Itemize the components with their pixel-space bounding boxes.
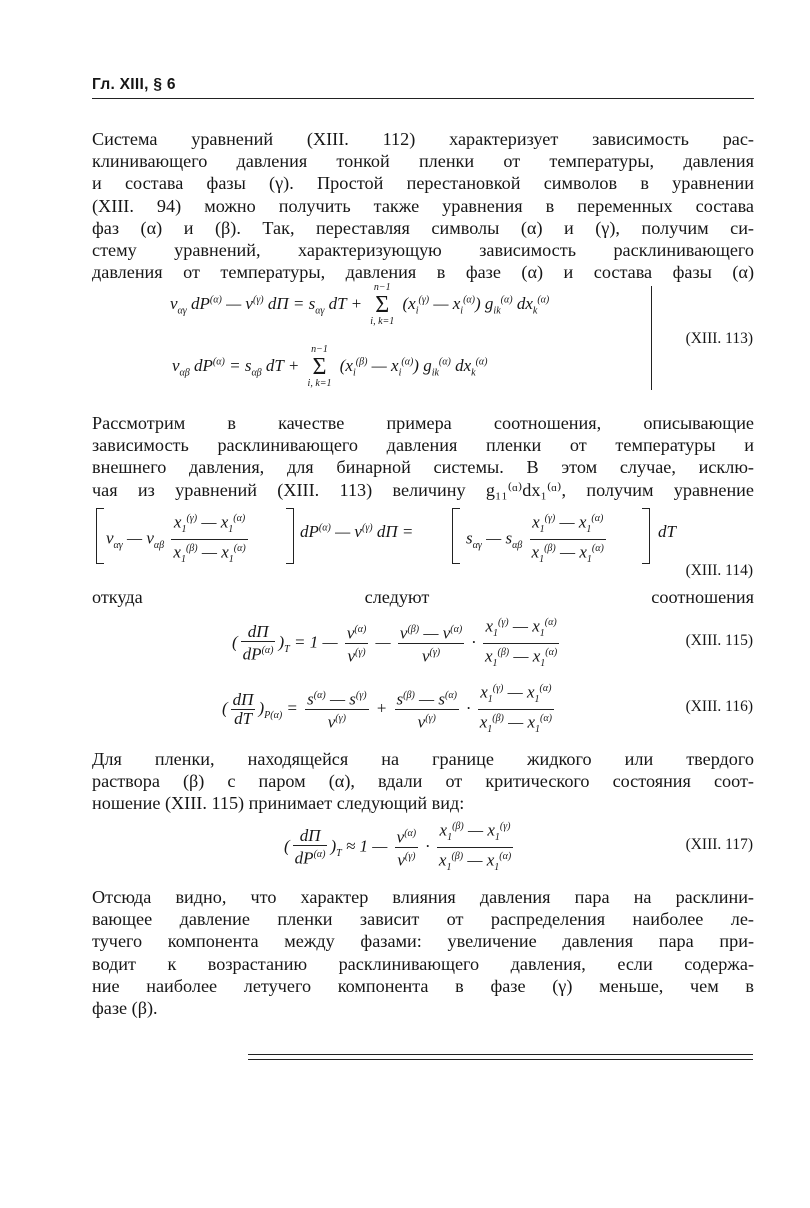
text-line: и состава фазы (γ). Простой перестановкой символов в уравнении xyxy=(92,173,754,194)
text-line: раствора (β) с паром (α), вдали от критического состояния соот- xyxy=(92,771,754,792)
text-line: фаз (α) и (β). Так, переставляя символы (α) и (γ), получим си- xyxy=(92,217,754,238)
equation-number-117: (XIII. 117) xyxy=(685,836,753,853)
left-bracket xyxy=(96,508,104,564)
equation-number-114: (XIII. 114) xyxy=(685,562,753,579)
equation-114: $v_{\alpha\gamma}$ — $v_{\alpha\beta}$ $\frac{x_1^{(\gamma)} — x_1^{(\alpha)}}{x_1^{(\beta)} — x_1^{(\alpha)}}$ xyxy=(106,510,251,569)
text-line: стему уравнений, характеризующую зависимость расклинивающего xyxy=(92,240,754,261)
left-bracket xyxy=(452,508,460,564)
equation-114-dT: dT xyxy=(658,522,676,541)
equation-114-middle: $dP^{(\alpha)}$ — $v^{(\gamma)}$ dΠ = xyxy=(300,522,414,541)
equation-116: ( $\frac{d\Pi}{dT}$ )$_{P(\alpha)}$ = $\frac{s^{(\alpha)} — s^{(\gamma)}}{v^{(\gamma)}}$ + $\frac{s^{(\beta)} — s^{(\alpha)}}{v^{(\gamma)}}$ · $\frac{x_1^{(\gamma)} — x_1^{(\alpha)}}{x_1^{(\beta)} — x_1^{(\alpha)}}$ xyxy=(222,680,557,739)
paragraph-2 xyxy=(92,412,754,501)
text-line: (XIII. 94) можно получить также уравнения в переменных состава xyxy=(92,195,754,216)
text-line: водит к возрастанию расклинивающего давления, если содержа- xyxy=(92,953,754,974)
equation-113-line-1: $v_{\alpha\gamma}$ $dP^{(\alpha)}$ — $v^{(\gamma)}$ $d\Pi = s_{\alpha\gamma}$ dT + n−1 Σ i, k=1 ($x_i^{(\gamma)}$ — $x_i^{(\alpha)}$) $g_{ik}^{(\alpha)}$ $dx_k^{(\alpha)}$ xyxy=(170,282,550,327)
bottom-rule xyxy=(248,1054,753,1055)
equation-number-115: (XIII. 115) xyxy=(685,632,753,649)
text-line: откуда следуют соотношения xyxy=(92,587,754,607)
paragraph-5 xyxy=(92,886,754,1019)
text-line: фазе (β). xyxy=(92,998,158,1019)
equation-113-line-2: $v_{\alpha\beta}$ $dP^{(\alpha)} = s_{\alpha\beta}$ dT + n−1 Σ i, k=1 ($x_i^{(\beta)}$ — $x_i^{(\alpha)}$) $g_{ik}^{(\alpha)}$ $dx_k^{(\alpha)}$ xyxy=(172,344,488,389)
running-head: Гл. XIII, § 6 xyxy=(92,76,176,93)
paragraph-3 xyxy=(92,586,754,608)
header-rule xyxy=(92,98,754,99)
text-line: внешнего давления, для бинарной системы. В этом случае, исклю- xyxy=(92,457,754,478)
equation-115: ( $\frac{d\Pi}{dP^{(\alpha)}}$ )$_T = 1$ — $\frac{v^{(\alpha)}}{v^{(\gamma)}}$ — $\frac{v^{(\beta)} — v^{(\alpha)}}{v^{(\gamma)}}$ · $\frac{x_1^{(\gamma)} — x_1^{(\alpha)}}{x_1^{(\beta)} — x_1^{(\alpha)}}$ xyxy=(232,614,562,673)
text-line: Рассмотрим в качестве примера соотношения, описывающие xyxy=(92,413,754,433)
text-line: тучего компонента между фазами: увеличение давления пара при- xyxy=(92,931,754,952)
paragraph-1 xyxy=(92,128,754,283)
text-line: ношение (XIII. 115) принимает следующий вид: xyxy=(92,793,465,814)
equation-number-116: (XIII. 116) xyxy=(685,698,753,715)
text-line: Отсюда видно, что характер влияния давления пара на расклини- xyxy=(92,887,754,907)
text-line: Система уравнений (XIII. 112) характеризует зависимость рас- xyxy=(92,129,754,149)
text-line: Для пленки, находящейся на границе жидкого или твердого xyxy=(92,749,754,769)
paragraph-4 xyxy=(92,748,754,815)
equation-114-right: $s_{\alpha\gamma}$ — $s_{\alpha\beta}$ $\frac{x_1^{(\gamma)} — x_1^{(\alpha)}}{x_1^{(\beta)} — x_1^{(\alpha)}}$ xyxy=(466,510,609,569)
equation-brace xyxy=(651,286,652,390)
equation-117: ( $\frac{d\Pi}{dP^{(\alpha)}}$ )$_T \approx 1$ — $\frac{v^{(\alpha)}}{v^{(\gamma)}}$ · $\frac{x_1^{(\beta)} — x_1^{(\gamma)}}{x_1^{(\beta)} — x_1^{(\alpha)}}$ xyxy=(284,818,516,877)
equation-number-113: (XIII. 113) xyxy=(685,330,753,347)
bottom-rule xyxy=(248,1059,753,1060)
text-line: зависимость расклинивающего давления пленки от температуры и xyxy=(92,435,754,456)
text-line: давления от температуры, давления в фазе (α) и состава фазы (α) xyxy=(92,262,754,283)
right-bracket xyxy=(286,508,294,564)
text-line: ние наиболее летучего компонента в фазе (γ) меньше, чем в xyxy=(92,975,754,996)
text-line: чая из уравнений (XIII. 113) величину g₁₁⁽ᵅ⁾dx₁⁽ᵅ⁾, получим уравнение xyxy=(92,479,754,500)
right-bracket xyxy=(642,508,650,564)
text-line: клинивающего давления тонкой пленки от температуры, давления xyxy=(92,151,754,172)
text-line: вающее давление пленки зависит от распределения наиболее ле- xyxy=(92,909,754,930)
